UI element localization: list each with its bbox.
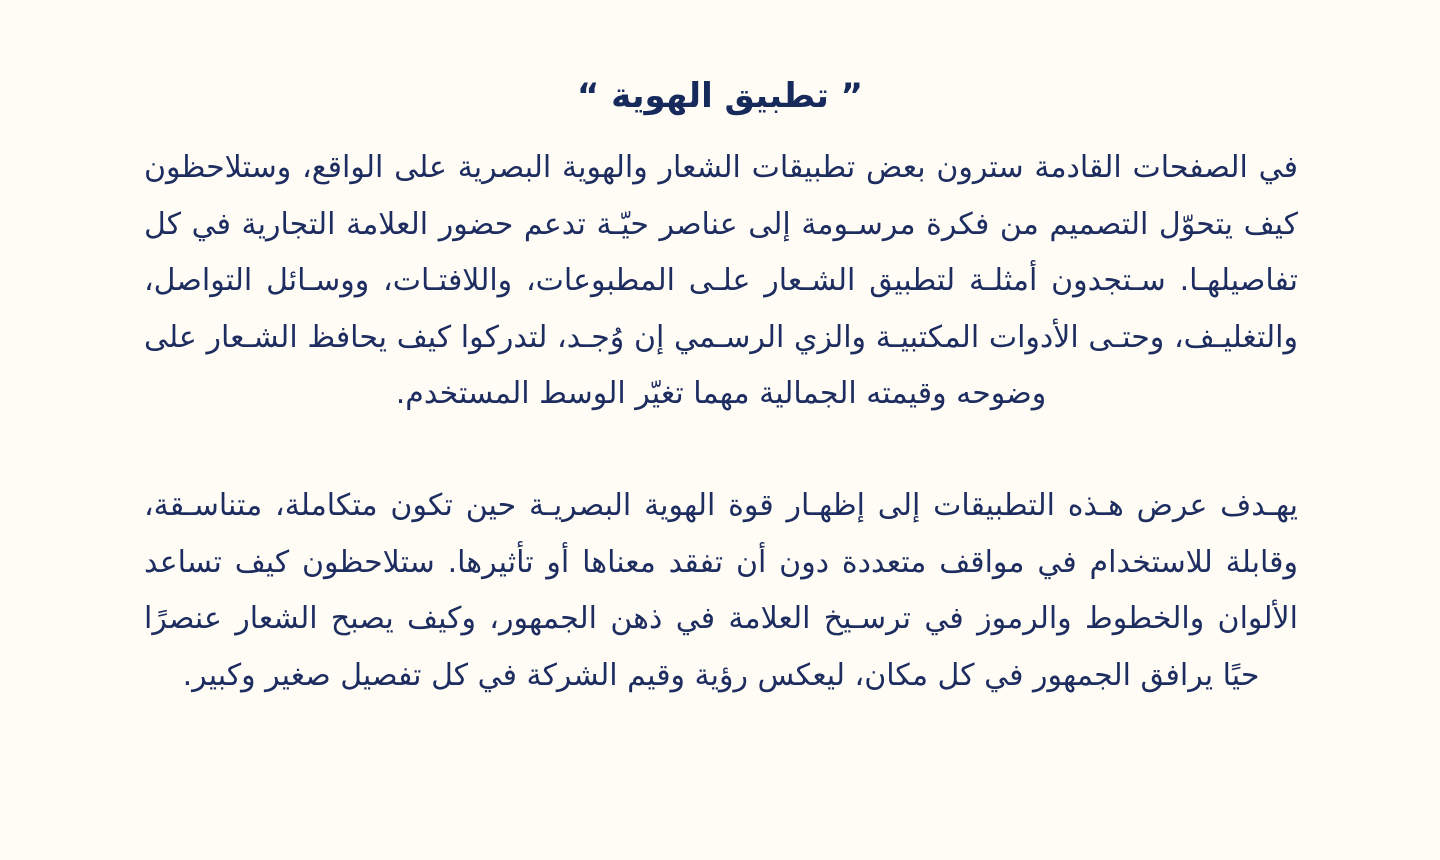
- intro-paragraph: في الصفحات القادمة سترون بعض تطبيقات الشعار والهوية البصرية على الواقع، وستلاحظون كيف يتحوّل التصميم من فكرة مرسـومة إلى عناصر حيّـة تدعم حضور العلامة التجارية في كل تفاصيلهـا. سـتجدون أمثلـة لتطبيق الشـعار علـى المطبوعات، واللافتـات، ووسـائل التواصل، والتغليـف، وحتـى الأدوات المكتبيـة والزي الرسـمي إن وُجـد، لتدركوا كيف يحافظ الشـعار على وضوحه وقيمته الجمالية مهما تغيّر الوسط المستخدم.: [144, 150, 1298, 411]
- page-title: ” تطبيق الهوية “: [576, 75, 864, 116]
- purpose-paragraph: يهـدف عرض هـذه التطبيقات إلى إظهـار قوة الهوية البصريـة حين تكون متكاملة، متناسـقة، وقابلة للاستخدام في مواقف متعددة دون أن تفقد معناها أو تأثيرها. ستلاحظون كيف تساعد الألوان والخطوط والرموز في ترسـيخ العلامة في ذهن الجمهور، وكيف يصبح الشعار عنصرًا حيًا يرافق الجمهور في كل مكان، ليعكس رؤية وقيم الشركة في كل تفصيل صغير وكبير.: [144, 488, 1298, 693]
